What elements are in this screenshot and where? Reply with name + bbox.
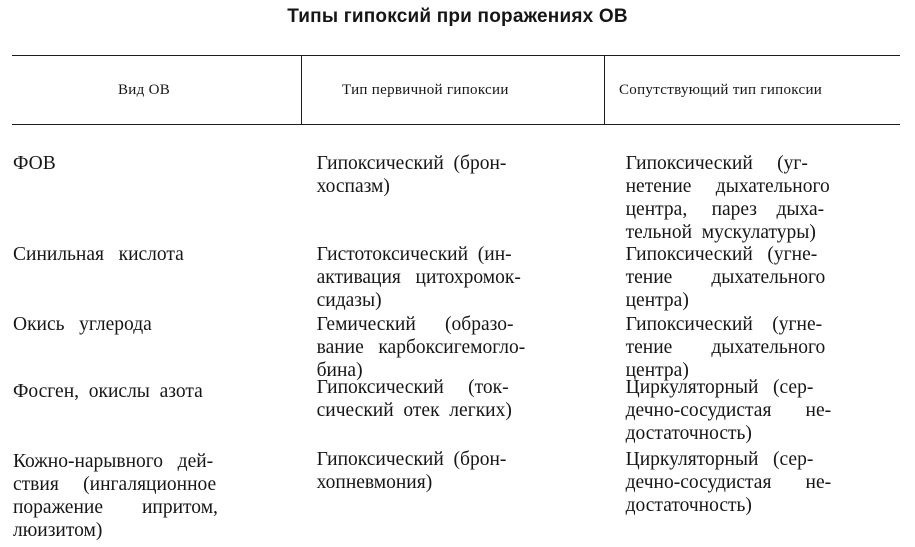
table-cell-agent: ФОВ [13, 153, 56, 174]
table-cell-secondary: Циркуляторный (сер- дечно-сосудистая не- достаточность) [625, 449, 832, 516]
table-cell-primary: Гипоксический (ток- сический отек легких) [316, 377, 512, 421]
table-cell-primary: Гипоксический (брон- хопневмония) [316, 449, 507, 493]
table-cell-secondary: Гипоксический (уг- нетение дыхательного центра, парез дыха- тельной мускулатуры) [625, 153, 830, 243]
table-cell-primary: Гипоксический (брон- хоспазм) [316, 153, 507, 197]
table-top-rule [12, 55, 900, 56]
header-divider-1 [301, 56, 302, 124]
header-divider-2 [604, 56, 605, 124]
column-header-agent: Вид ОВ [118, 82, 171, 98]
column-header-secondary-hypoxia: Сопутствующий тип гипоксии [619, 82, 823, 98]
table-cell-agent: Синильная кислота [13, 244, 184, 265]
table-cell-secondary: Циркуляторный (сер- дечно-сосудистая не- достаточность) [625, 377, 832, 444]
table-cell-secondary: Гипоксический (угне- тение дыхательного центра) [625, 244, 826, 311]
table-cell-agent: Фосген, окислы азота [13, 381, 203, 402]
table-cell-primary: Гистотоксический (ин- активация цитохромок- сидазы) [316, 244, 521, 311]
header-bottom-rule [12, 124, 900, 125]
table-cell-agent: Окись углерода [13, 314, 152, 335]
table-cell-primary: Гемический (образо- вание карбоксигемогло- бина) [316, 314, 526, 381]
table-title: Типы гипоксий при поражениях ОВ [287, 6, 628, 27]
table-cell-secondary: Гипоксический (угне- тение дыхательного центра) [625, 314, 826, 381]
table-cell-agent: Кожно-нарывного дей- ствия (ингаляционное поражение ипритом, люизитом) [13, 451, 218, 541]
column-header-primary-hypoxia: Тип первичной гипоксии [342, 82, 509, 98]
